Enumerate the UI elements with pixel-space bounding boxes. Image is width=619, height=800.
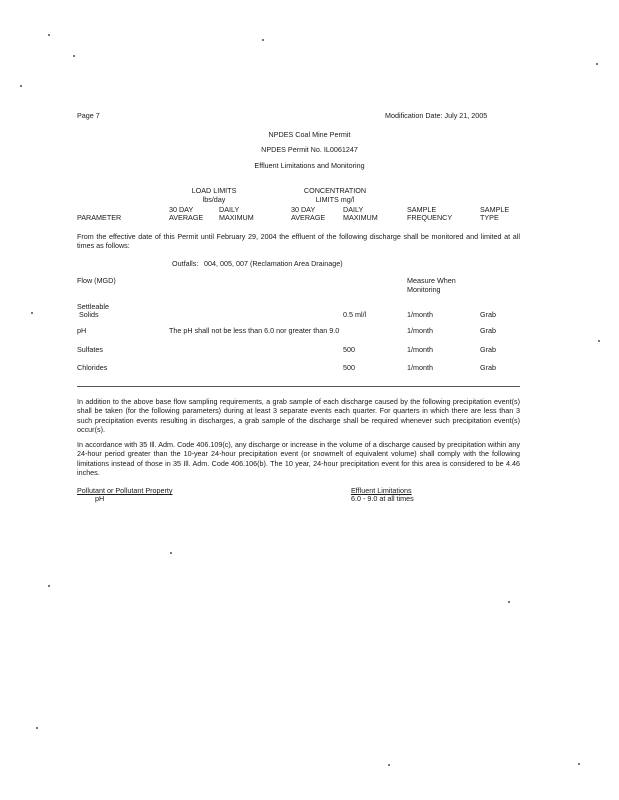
row-chlorides-param: Chlorides: [77, 363, 108, 372]
load-limits-units: lbs/day: [202, 195, 226, 204]
scan-speck: [20, 85, 22, 87]
frequency-header-2: FREQUENCY: [407, 213, 453, 222]
scan-speck: [578, 763, 580, 765]
row-solids-param-2: Solids: [79, 310, 99, 319]
load-daily-header-2: MAXIMUM: [219, 213, 254, 222]
scan-speck: [598, 340, 600, 342]
frequency-header: SAMPLE: [407, 205, 437, 214]
scan-speck: [48, 34, 50, 36]
parameter-header: PARAMETER: [77, 213, 122, 222]
outfalls-value: 004, 005, 007 (Reclamation Area Drainage): [204, 259, 343, 268]
row-chlorides-freq: 1/month: [407, 363, 433, 372]
type-header: SAMPLE: [480, 205, 510, 214]
conc-limits-units: LIMITS mg/l: [315, 195, 355, 204]
type-header-2: TYPE: [480, 213, 499, 222]
row-sulfates-param: Sulfates: [77, 345, 103, 354]
scan-speck: [170, 552, 172, 554]
paragraph-precipitation: In accordance with 35 Ill. Adm. Code 406.109(c), any discharge or increase in the volume of a discharge caused by precipitation within any 24-hour period greater than the 10-year 24-hour precipitation event (or snowmelt of equivalent volume) shall comply with the following limitations instead of those in 35 Ill. Adm. Code 406.106(b). The 10 year, 24-hour precipitation event for this area is considered to be 4.46 inches.: [77, 440, 520, 478]
scan-speck: [31, 312, 33, 314]
row-ph-freq: 1/month: [407, 326, 433, 335]
title-permit-type: NPDES Coal Mine Permit: [268, 130, 351, 139]
scan-speck: [388, 764, 390, 766]
scan-speck: [508, 601, 510, 603]
intro-text: From the effective date of this Permit until February 29, 2004 the effluent of the following discharge shall be monitored and limited at all times as follows:: [77, 232, 520, 251]
row-sulfates-type: Grab: [480, 345, 496, 354]
row-flow-param: Flow (MGD): [77, 276, 116, 285]
title-effluent: Effluent Limitations and Monitoring: [254, 161, 365, 170]
title-permit-number: NPDES Permit No. IL0061247: [261, 145, 358, 154]
scan-speck: [36, 727, 38, 729]
load-limits-heading: LOAD LIMITS: [191, 186, 237, 195]
row-flow-freq-2: Monitoring: [407, 285, 441, 294]
section-divider: [77, 386, 520, 387]
scan-speck: [73, 55, 75, 57]
effluent-limitations-item: 6.0 - 9.0 at all times: [351, 494, 414, 503]
pollutant-heading: Pollutant or Pollutant Property: [77, 486, 173, 495]
row-ph-type: Grab: [480, 326, 496, 335]
conc-30day-header-2: AVERAGE: [291, 213, 326, 222]
pollutant-item: pH: [95, 494, 105, 503]
row-solids-param: Settleable: [77, 302, 109, 311]
load-30day-header-2: AVERAGE: [169, 213, 204, 222]
row-chlorides-daily: 500: [343, 363, 355, 372]
row-solids-daily: 0.5 ml/l: [343, 310, 367, 319]
row-ph-limit: The pH shall not be less than 6.0 nor greater than 9.0: [169, 326, 340, 335]
conc-30day-header: 30 DAY: [291, 205, 316, 214]
conc-daily-header: DAILY: [343, 205, 364, 214]
row-solids-freq: 1/month: [407, 310, 433, 319]
page-number: Page 7: [77, 111, 100, 120]
outfalls-label: Outfalls:: [172, 259, 199, 268]
row-solids-type: Grab: [480, 310, 496, 319]
paragraph-sampling: In addition to the above base flow sampling requirements, a grab sample of each discharge caused by the following precipitation event(s) shall be taken (for the following parameters) during at least 3 separate events each quarter. For quarters in which there are less than 3 such precipitation events resulting in discharges, a grab sample of the discharge shall be required whenever such precipitation event(s) occur(s).: [77, 397, 520, 435]
row-chlorides-type: Grab: [480, 363, 496, 372]
modification-date: Modification Date: July 21, 2005: [385, 111, 488, 120]
row-sulfates-freq: 1/month: [407, 345, 433, 354]
row-sulfates-daily: 500: [343, 345, 355, 354]
conc-daily-header-2: MAXIMUM: [343, 213, 378, 222]
effluent-limitations-heading: Effluent Limitations: [351, 486, 412, 495]
scan-speck: [596, 63, 598, 65]
load-30day-header: 30 DAY: [169, 205, 194, 214]
row-flow-freq: Measure When: [407, 276, 456, 285]
load-daily-header: DAILY: [219, 205, 240, 214]
scan-speck: [48, 585, 50, 587]
scan-speck: [262, 39, 264, 41]
conc-limits-heading: CONCENTRATION: [303, 186, 367, 195]
row-ph-param: pH: [77, 326, 87, 335]
